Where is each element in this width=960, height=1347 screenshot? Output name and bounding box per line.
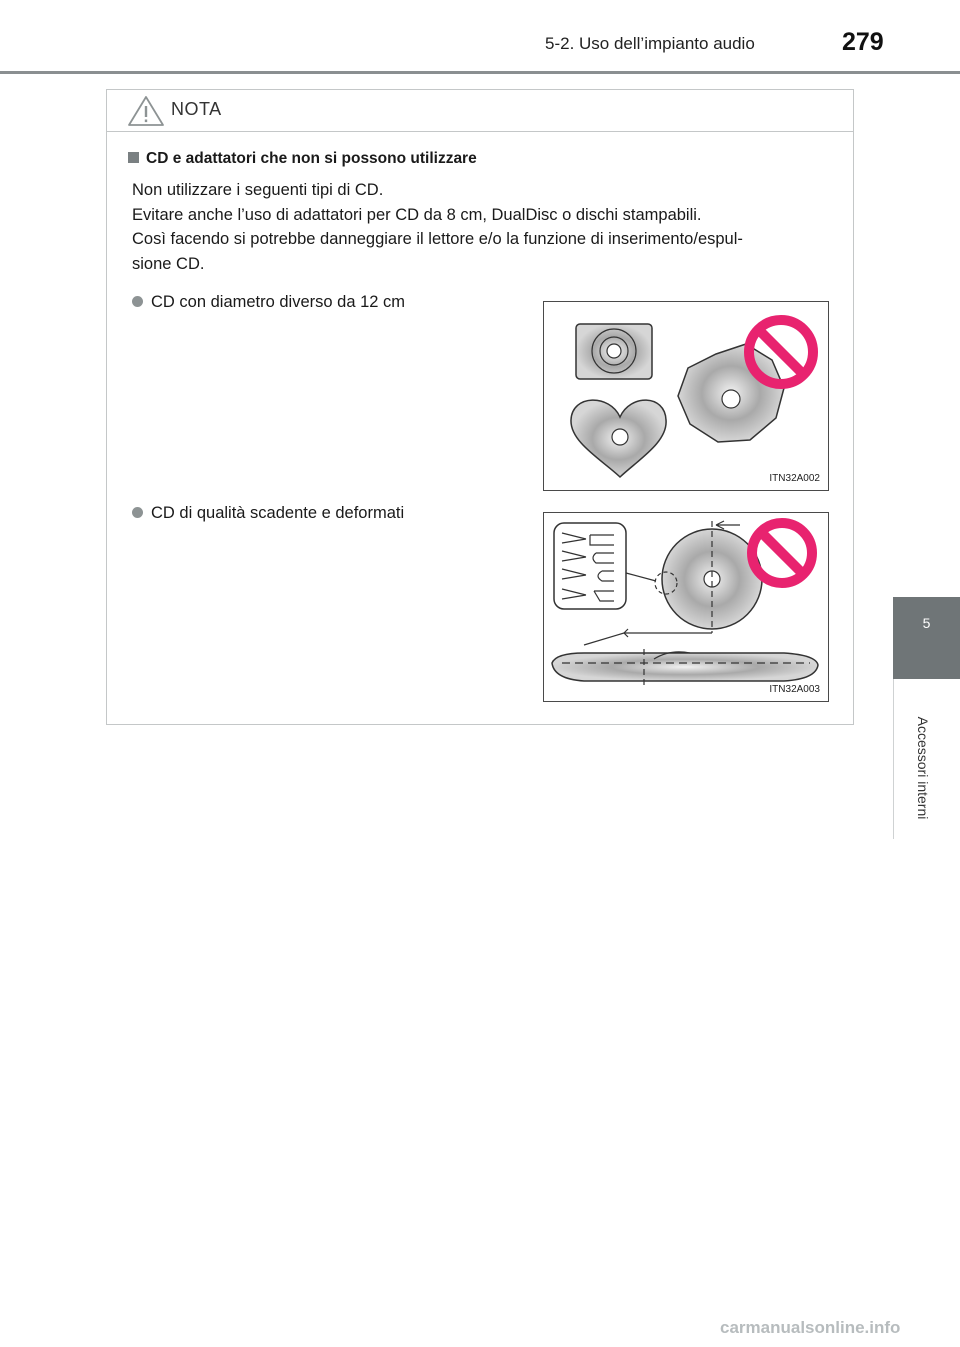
figure-damaged-cds [543,512,829,702]
bullet-item-label: CD di qualità scadente e deformati [151,504,405,522]
figure-odd-shaped-cds [543,301,829,491]
figure-code: ITN32A002 [769,473,820,484]
figure-code: ITN32A003 [769,684,820,695]
nota-header [107,90,853,132]
circle-bullet-icon [132,296,143,307]
header-section-title: 5-2. Uso dell’impianto audio [545,34,755,53]
warning-triangle-icon [127,95,165,132]
chapter-label: Accessori interni [915,716,931,820]
square-bullet-icon [128,152,139,163]
damaged-cd-illustration [544,513,828,701]
page-number: 279 [842,28,884,56]
chapter-tab [893,597,960,679]
nota-line: Così facendo si potrebbe danneggiare il lettore e/o la funzione di inserimento/espul- [132,230,743,248]
odd-shaped-cd-illustration [544,302,828,490]
watermark: carmanualsonline.info [720,1318,901,1337]
bullet-item [132,504,404,523]
nota-title: NOTA [171,99,222,119]
nota-line: Non utilizzare i seguenti tipi di CD. [132,181,384,199]
nota-box [106,89,854,725]
circle-bullet-icon [132,507,143,518]
nota-line: sione CD. [132,254,205,273]
bullet-item [132,293,405,312]
nota-subheading-text: CD e adattatori che non si possono utilizzare [146,150,477,167]
chapter-number: 5 [922,615,931,631]
prohibition-icon [752,523,812,583]
nota-subheading [128,150,477,168]
nota-line: Evitare anche l’uso di adattatori per CD da 8 cm, DualDisc o dischi stampabili. [132,205,702,224]
nota-paragraph [132,178,844,276]
header-rule [0,71,960,74]
bullet-item-label: CD con diametro diverso da 12 cm [151,293,406,311]
